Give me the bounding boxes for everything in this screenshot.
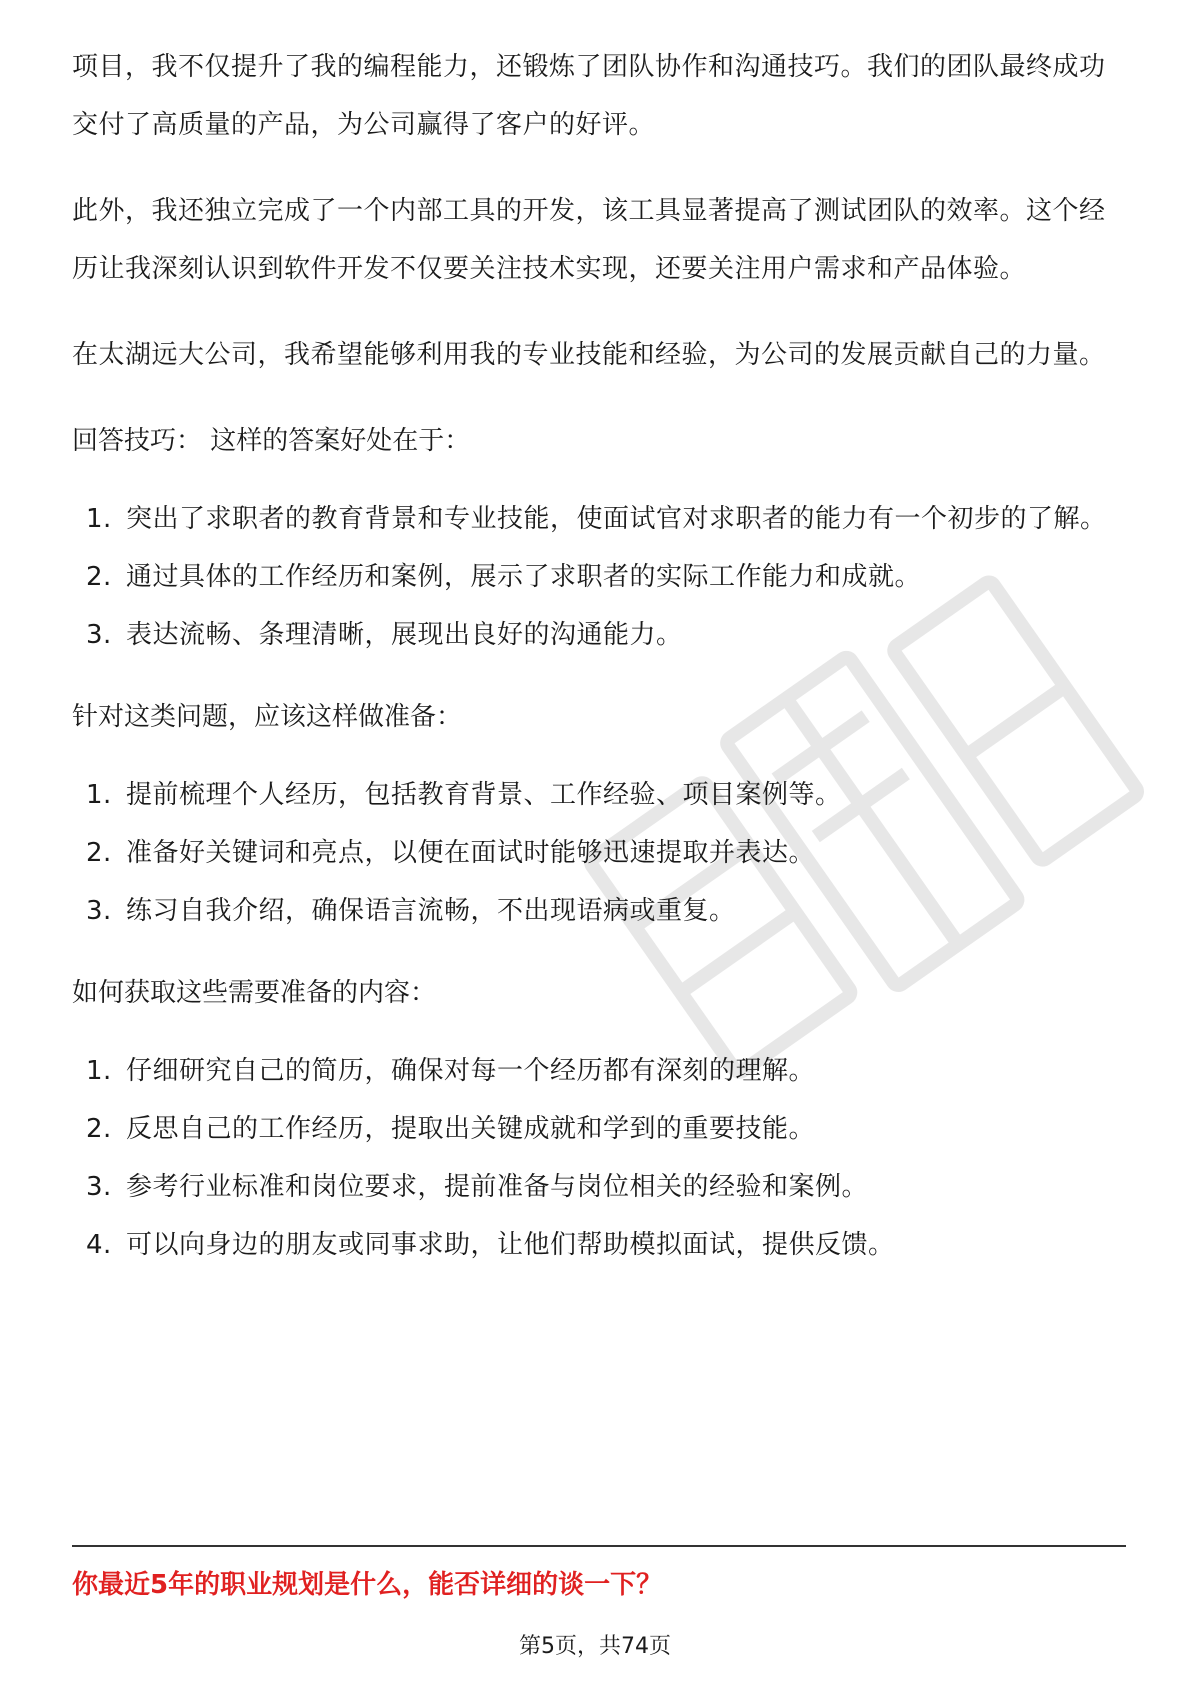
list-item (72, 548, 1122, 606)
list-item (72, 766, 1122, 824)
obtain-list (72, 1042, 1122, 1274)
list-item (72, 1100, 1122, 1158)
prepare-heading: 针对这类问题，应该这样做准备： (72, 702, 463, 732)
list-item (72, 490, 1122, 548)
list-text: 通过具体的工作经历和案例，展示了求职者的实际工作能力和成就。 (126, 562, 922, 592)
obtain-heading: 如何获取这些需要准备的内容： (72, 978, 437, 1008)
paragraph-project: 项目，我不仅提升了我的编程能力，还锻炼了团队协作和沟通技巧。我们的团队最终成功交付了高质量的产品，为公司赢得了客户的好评。 (72, 52, 1106, 140)
page-footer: 第5页，共74页 (519, 1634, 671, 1659)
list-number: 2. (86, 562, 112, 592)
list-item (72, 882, 1122, 940)
list-number: 1. (86, 504, 112, 534)
list-number: 3. (86, 896, 112, 926)
list-text: 练习自我介绍，确保语言流畅，不出现语病或重复。 (126, 896, 736, 926)
list-number: 2. (86, 1114, 112, 1144)
list-item (72, 1042, 1122, 1100)
paragraph-company-goal: 在太湖远大公司，我希望能够利用我的专业技能和经验，为公司的发展贡献自己的力量。 (72, 340, 1106, 370)
list-number: 1. (86, 780, 112, 810)
prepare-list (72, 766, 1122, 940)
list-item (72, 1158, 1122, 1216)
list-number: 3. (86, 620, 112, 650)
list-text: 可以向身边的朋友或同事求助，让他们帮助模拟面试，提供反馈。 (126, 1230, 895, 1260)
section-divider (72, 1545, 1126, 1547)
list-number: 1. (86, 1056, 112, 1086)
list-number: 3. (86, 1172, 112, 1202)
list-text: 准备好关键词和亮点，以便在面试时能够迅速提取并表达。 (126, 838, 816, 868)
next-question-heading: 你最近5年的职业规划是什么，能否详细的谈一下？ (72, 1570, 663, 1600)
list-item (72, 606, 1122, 664)
list-text: 仔细研究自己的简历，确保对每一个经历都有深刻的理解。 (126, 1056, 816, 1086)
list-text: 参考行业标准和岗位要求，提前准备与岗位相关的经验和案例。 (126, 1172, 869, 1202)
list-item (72, 1216, 1122, 1274)
paragraph-internal-tool: 此外，我还独立完成了一个内部工具的开发，该工具显著提高了测试团队的效率。这个经历让我深刻认识到软件开发不仅要关注技术实现，还要关注用户需求和产品体验。 (72, 196, 1106, 284)
list-text: 突出了求职者的教育背景和专业技能，使面试官对求职者的能力有一个初步的了解。 (126, 504, 1107, 534)
list-text: 反思自己的工作经历，提取出关键成就和学到的重要技能。 (126, 1114, 816, 1144)
tips-list (72, 490, 1122, 664)
list-text: 提前梳理个人经历，包括教育背景、工作经验、项目案例等。 (126, 780, 842, 810)
list-number: 4. (86, 1230, 112, 1260)
tips-heading: 回答技巧： 这样的答案好处在于： (72, 426, 471, 456)
list-text: 表达流畅、条理清晰，展现出良好的沟通能力。 (126, 620, 683, 650)
list-number: 2. (86, 838, 112, 868)
list-item (72, 824, 1122, 882)
document-body (72, 38, 1122, 1298)
